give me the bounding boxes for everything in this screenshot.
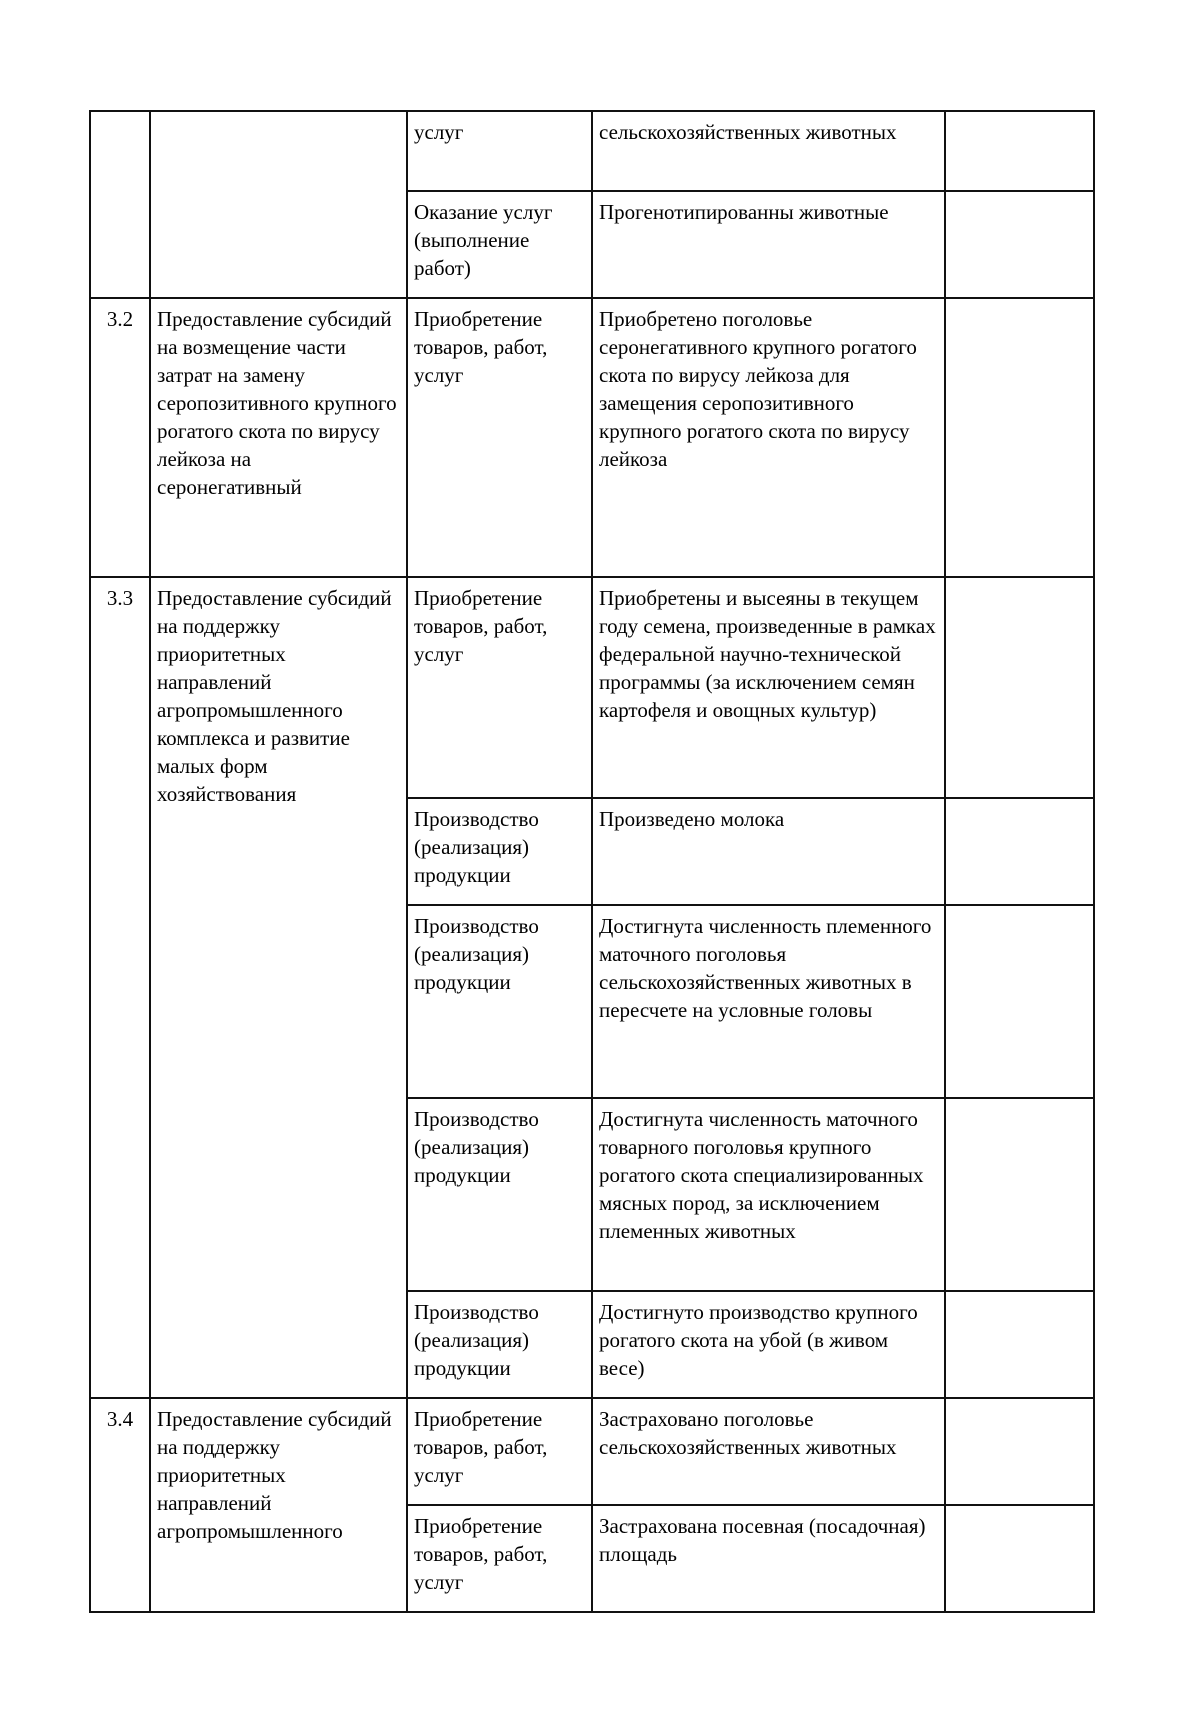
row-number-cell: [90, 111, 150, 298]
result-description-cell: Застрахована посевная (посадочная) площадь: [592, 1505, 945, 1612]
result-type-cell: Приобретение товаров, работ, услуг: [407, 1398, 592, 1505]
result-description-cell: Приобретены и высеяны в текущем году семена, произведенные в рамках федеральной научно-технической программы (за исключением семян картофеля и овощных культур): [592, 577, 945, 798]
result-type-cell: Производство (реализация) продукции: [407, 798, 592, 905]
measure-name: Предоставление субсидий на поддержку приоритетных направлений агропромышленного комплекса и развитие малых форм хозяйствования: [150, 577, 407, 1398]
table-row: [90, 1398, 1094, 1505]
measures-table: [89, 110, 1095, 1613]
result-description-cell: Достигнута численность племенного маточного поголовья сельскохозяйственных животных в пересчете на условные головы: [592, 905, 945, 1098]
result-description-cell: Достигнута численность маточного товарного поголовья крупного рогатого скота специализированных мясных пород, за исключением племенных животных: [592, 1098, 945, 1291]
empty-value-cell: [945, 111, 1094, 191]
empty-value-cell: [945, 1291, 1094, 1398]
result-type-cell: Приобретение товаров, работ, услуг: [407, 577, 592, 798]
empty-value-cell: [945, 798, 1094, 905]
result-description-cell: Приобретено поголовье серонегативного крупного рогатого скота по вирусу лейкоза для замещения серопозитивного крупного рогатого скота по вирусу лейкоза: [592, 298, 945, 577]
table-row: [90, 298, 1094, 577]
result-description-cell: Достигнуто производство крупного рогатого скота на убой (в живом весе): [592, 1291, 945, 1398]
result-description-cell: Застраховано поголовье сельскохозяйственных животных: [592, 1398, 945, 1505]
row-number: 3.2: [90, 298, 150, 577]
result-type-cell: услуг: [407, 111, 592, 191]
result-type-cell: Оказание услуг (выполнение работ): [407, 191, 592, 298]
result-type-cell: Производство (реализация) продукции: [407, 1098, 592, 1291]
measure-name: Предоставление субсидий на возмещение части затрат на замену серопозитивного крупного рогатого скота по вирусу лейкоза на серонегативный: [150, 298, 407, 577]
empty-value-cell: [945, 905, 1094, 1098]
table-row: [90, 577, 1094, 798]
result-type-cell: Приобретение товаров, работ, услуг: [407, 1505, 592, 1612]
empty-value-cell: [945, 577, 1094, 798]
result-description-cell: Прогенотипированны животные: [592, 191, 945, 298]
result-type-cell: Приобретение товаров, работ, услуг: [407, 298, 592, 577]
row-number: 3.3: [90, 577, 150, 1398]
measure-name-cell: [150, 111, 407, 298]
row-number: 3.4: [90, 1398, 150, 1612]
result-description-cell: сельскохозяйственных животных: [592, 111, 945, 191]
measure-name: Предоставление субсидий на поддержку приоритетных направлений агропромышленного: [150, 1398, 407, 1612]
result-type-cell: Производство (реализация) продукции: [407, 1291, 592, 1398]
result-type-cell: Производство (реализация) продукции: [407, 905, 592, 1098]
empty-value-cell: [945, 298, 1094, 577]
empty-value-cell: [945, 1505, 1094, 1612]
table-row: [90, 111, 1094, 191]
empty-value-cell: [945, 1098, 1094, 1291]
empty-value-cell: [945, 1398, 1094, 1505]
empty-value-cell: [945, 191, 1094, 298]
result-description-cell: Произведено молока: [592, 798, 945, 905]
